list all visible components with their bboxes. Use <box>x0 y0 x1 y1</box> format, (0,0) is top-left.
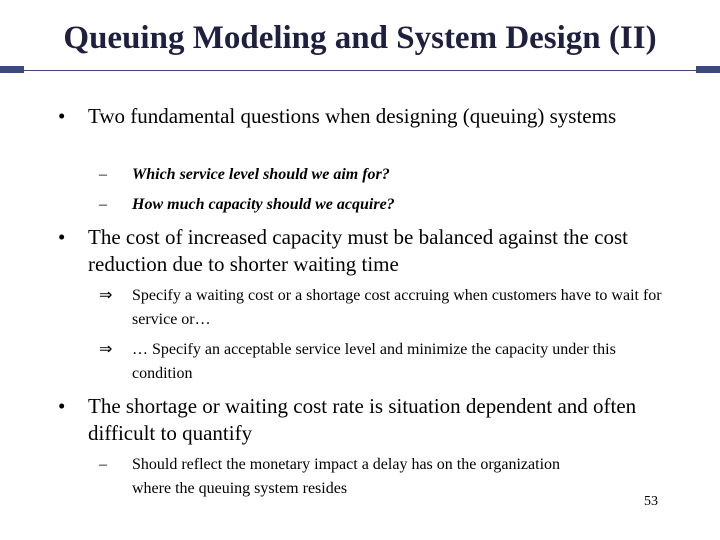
bullet-text: Two fundamental questions when designing (queuing) systems <box>88 104 617 128</box>
sub-bullet-item <box>99 193 672 217</box>
implies-arrow-icon: ⇒ <box>99 341 113 358</box>
bullet-text: The shortage or waiting cost rate is situation dependent and often difficult to quantify <box>88 394 637 445</box>
slide-title: Queuing Modeling and System Design (II) <box>63 20 657 56</box>
sub-bullet-item <box>99 163 672 187</box>
sub-bullet-text: Specify a waiting cost or a shortage cost accruing when customers have to wait for service or… <box>132 287 662 328</box>
implies-arrow-icon: ⇒ <box>99 287 113 304</box>
page-number: 53 <box>644 494 658 509</box>
bullet-item <box>58 393 688 447</box>
sub-bullet-text: Which service level should we aim for? <box>132 166 390 183</box>
divider-accent-right <box>696 66 720 73</box>
sub-bullet-item <box>99 338 672 386</box>
dash-marker: – <box>99 166 107 183</box>
bullet-marker: • <box>58 104 66 128</box>
dash-marker: – <box>99 196 107 213</box>
dash-marker: – <box>99 456 107 473</box>
sub-bullet-text: … Specify an acceptable service level and minimize the capacity under this condition <box>132 341 616 382</box>
sub-bullet-item <box>99 453 582 501</box>
divider-accent-left <box>0 66 24 73</box>
bullet-marker: • <box>58 225 66 249</box>
bullet-marker: • <box>58 394 66 418</box>
sub-bullet-item <box>99 284 672 332</box>
bullet-text: The cost of increased capacity must be balanced against the cost reduction due to shorter waiting time <box>88 225 628 276</box>
bullet-item <box>58 103 688 130</box>
sub-bullet-text: Should reflect the monetary impact a delay has on the organization where the queuing system resides <box>132 456 561 497</box>
title-divider <box>0 70 720 71</box>
bullet-item <box>58 224 688 278</box>
sub-bullet-text: How much capacity should we acquire? <box>132 196 395 213</box>
